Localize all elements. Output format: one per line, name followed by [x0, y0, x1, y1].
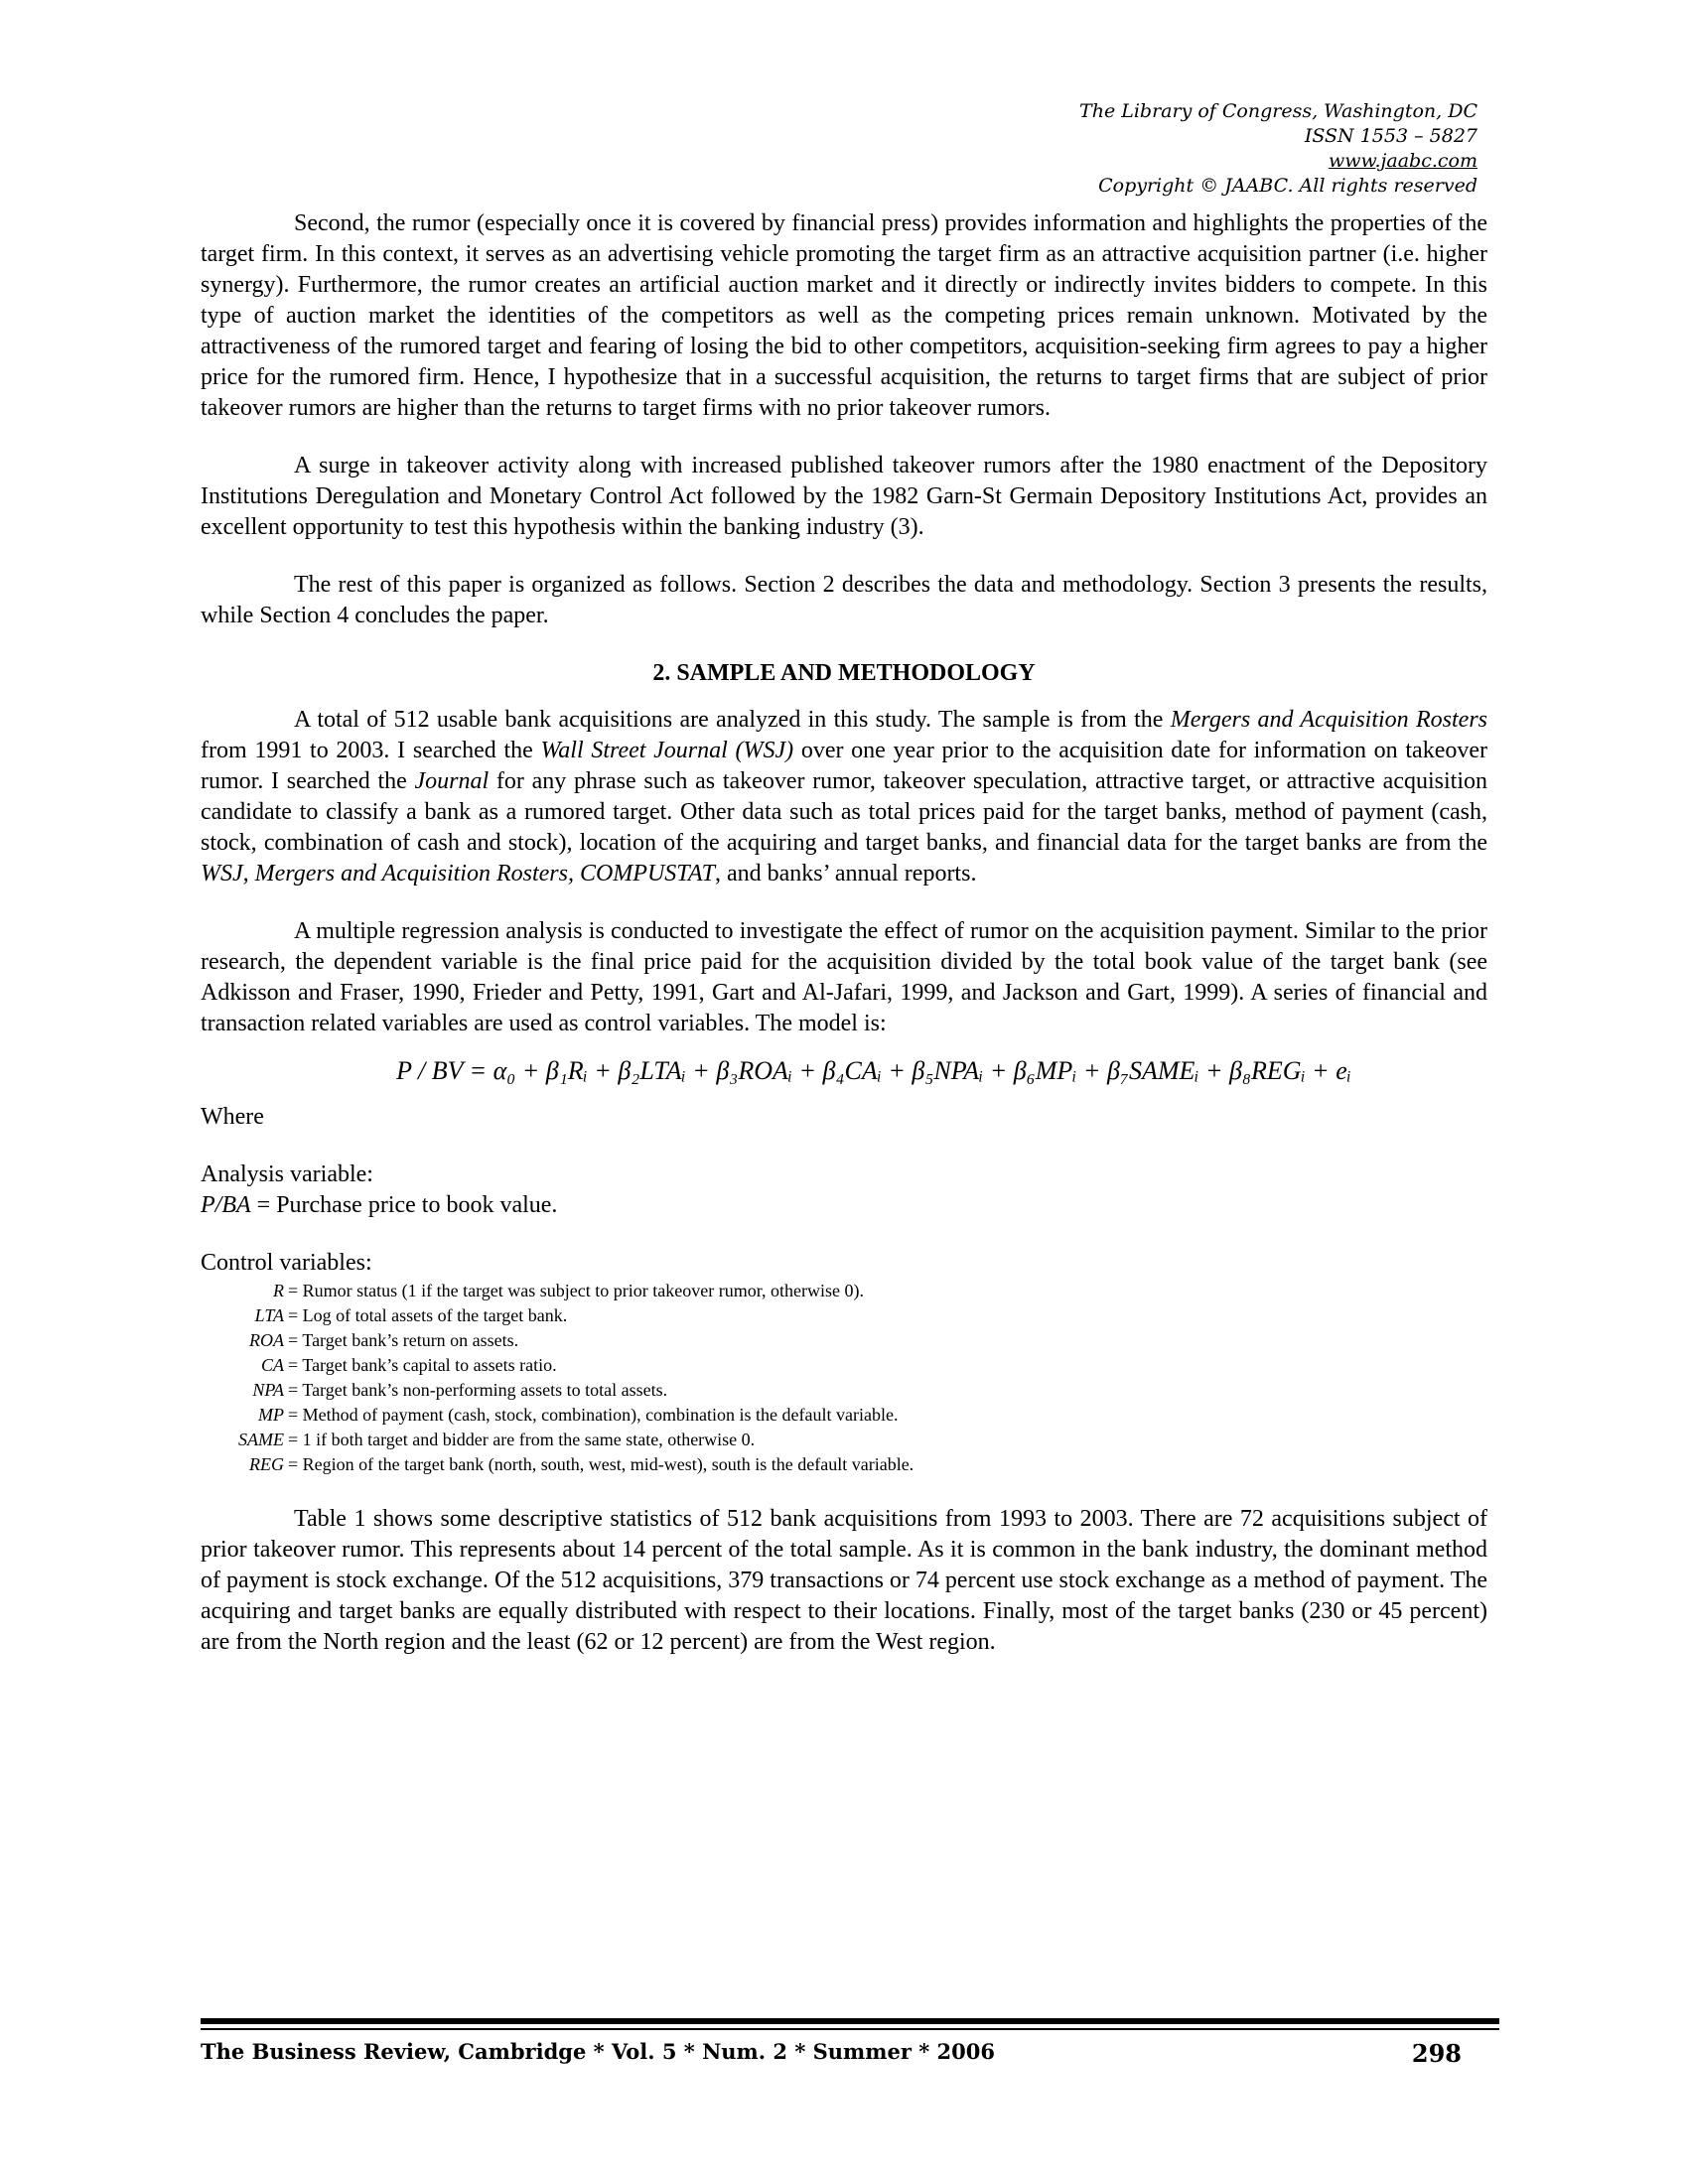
footer-journal: The Business Review, Cambridge * Vol. 5 * Num. 2 * Summer * 2006 — [201, 2039, 995, 2064]
paragraph: The rest of this paper is organized as follows. Section 2 describes the data and methodology. Section 3 presents the results, while Section 4 concludes the paper. — [201, 572, 1487, 628]
control-variable — [201, 1403, 1487, 1428]
page-number: 298 — [1411, 2039, 1462, 2068]
variable-definition: = Method of payment (cash, stock, combination), combination is the default variable. — [288, 1405, 899, 1425]
header-copyright: Copyright © JAABC. All rights reserved — [1098, 175, 1477, 197]
paragraph: A surge in takeover activity along with increased published takeover rumors after the 1980 enactment of the Depository Institutions Deregulation and Monetary Control Act followed by the 1982 Garn-St Germain Depository Institutions Act, provides an excellent opportunity to test this hypothesis within the banking industry (3). — [201, 453, 1487, 540]
footer-rule — [201, 2028, 1499, 2030]
page-header — [1079, 99, 1477, 199]
paragraph: Table 1 shows some descriptive statistics of 512 bank acquisitions from 1993 to 2003. There are 72 acquisitions subject of prior takeover rumor. This represents about 14 percent of the total sample. As it is common in the bank industry, the dominant method of payment is stock exchange. Of the 512 acquisitions, 379 transactions or 74 percent use stock exchange as a method of payment. The acquiring and target banks are equally distributed with respect to their locations. Finally, most of the target banks (230 or 45 percent) are from the North region and the least (62 or 12 percent) are from the West region. — [201, 1506, 1487, 1655]
variable-symbol: CA — [260, 1355, 284, 1375]
analysis-variable: P/BA = Purchase price to book value. — [201, 1192, 558, 1218]
variable-symbol: REG — [249, 1454, 284, 1474]
control-variables-heading: Control variables: — [201, 1250, 372, 1276]
section-title: 2. SAMPLE AND METHODOLOGY — [652, 660, 1036, 686]
where-label: Where — [201, 1104, 264, 1130]
control-variables-list — [201, 1279, 1487, 1477]
variable-definition: = Target bank’s capital to assets ratio. — [288, 1355, 557, 1375]
variable-definition: = Target bank’s return on assets. — [288, 1330, 519, 1350]
control-variable — [201, 1279, 1487, 1303]
variable-symbol: NPA — [252, 1380, 284, 1400]
control-variable — [201, 1428, 1487, 1452]
regression-equation: P / BV = α₀ + β₁Rᵢ + β₂LTAᵢ + β₃ROAᵢ + β₄CAᵢ + β₅NPAᵢ + β₆MPᵢ + β₇SAMEᵢ + β₈REGᵢ + eᵢ — [396, 1056, 1351, 1085]
variable-definition: = Region of the target bank (north, south, west, mid-west), south is the default variable. — [288, 1454, 914, 1474]
variable-definition: = Rumor status (1 if the target was subject to prior takeover rumor, otherwise 0). — [288, 1281, 864, 1300]
variable-definition: = 1 if both target and bidder are from the same state, otherwise 0. — [288, 1430, 756, 1449]
analysis-variable-heading: Analysis variable: — [201, 1161, 373, 1187]
paragraph: Second, the rumor (especially once it is covered by financial press) provides information and highlights the properties of the target firm. In this context, it serves as an advertising vehicle promoting the target firm as an attractive acquisition partner (i.e. higher synergy). Furthermore, the rumor creates an artificial auction market and it directly or indirectly invites bidders to compete. In this type of auction market the identities of the competitors as well as the competing prices remain unknown. Motivated by the attractiveness of the rumored target and fearing of losing the bid to other competitors, acquisition-seeking firm agrees to pay a higher price for the rumored firm. Hence, I hypothesize that in a successful acquisition, the returns to target firms that are subject of prior takeover rumors are higher than the returns to target firms with no prior takeover rumors. — [201, 210, 1487, 421]
variable-symbol: ROA — [249, 1330, 284, 1350]
footer-rule — [201, 2018, 1499, 2024]
variable-symbol: MP — [258, 1405, 284, 1425]
variable-symbol: SAME — [238, 1430, 284, 1449]
header-library: The Library of Congress, Washington, DC — [1079, 100, 1477, 122]
variable-definition: = Target bank’s non-performing assets to total assets. — [288, 1380, 668, 1400]
variable-symbol: LTA — [254, 1305, 284, 1325]
header-issn: ISSN 1553 – 5827 — [1304, 125, 1477, 147]
control-variable — [201, 1452, 1487, 1477]
control-variable — [201, 1328, 1487, 1353]
paragraph: A multiple regression analysis is conducted to investigate the effect of rumor on the acquisition payment. Similar to the prior research, the dependent variable is the final price paid for the acquisition divided by the total book value of the target bank (see Adkisson and Fraser, 1990, Frieder and Petty, 1991, Gart and Al-Jafari, 1999, and Jackson and Gart, 1999). A series of financial and transaction related variables are used as control variables. The model is: — [201, 918, 1487, 1036]
article-body — [201, 208, 1487, 1658]
variable-symbol: R — [273, 1281, 284, 1300]
header-website-link[interactable]: www.jaabc.com — [1328, 150, 1477, 172]
control-variable — [201, 1378, 1487, 1403]
variable-definition: = Log of total assets of the target bank. — [288, 1305, 568, 1325]
control-variable — [201, 1303, 1487, 1328]
control-variable — [201, 1353, 1487, 1378]
paragraph: A total of 512 usable bank acquisitions are analyzed in this study. The sample is from the Mergers and Acquisition Rosters from 1991 to 2003. I searched the Wall Street Journal (WSJ) over one year prior to the acquisition date for information on takeover rumor. I searched the Journal for any phrase such as takeover rumor, takeover speculation, attractive target, or attractive acquisition candidate to classify a bank as a rumored target. Other data such as total prices paid for the target banks, method of payment (cash, stock, combination of cash and stock), location of the acquiring and target banks, and financial data for the target banks are from the WSJ, Mergers and Acquisition Rosters, COMPUSTAT, and banks’ annual reports. — [201, 707, 1487, 887]
